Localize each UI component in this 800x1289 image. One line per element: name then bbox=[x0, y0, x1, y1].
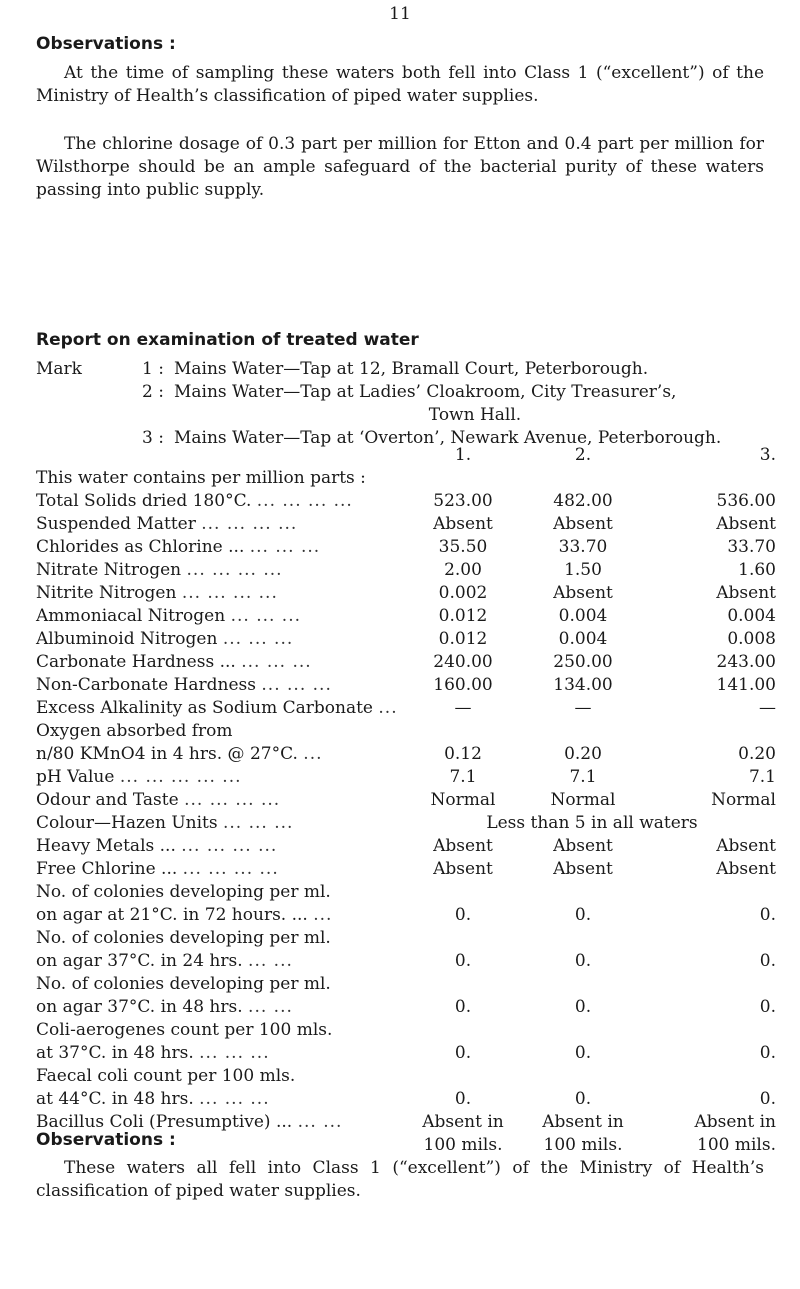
value-cell-3 bbox=[648, 1019, 776, 1042]
mark-text-continued: Town Hall. bbox=[428, 405, 522, 425]
leader-dots: ... ... ... bbox=[223, 813, 294, 833]
value-cell-3: 0. bbox=[759, 951, 776, 971]
value-cell-1 bbox=[408, 720, 518, 743]
column-header-row bbox=[36, 444, 776, 467]
parameter-cell bbox=[36, 559, 408, 582]
value-cell-2: 33.70 bbox=[558, 537, 608, 557]
value-cell-3: Absent bbox=[716, 836, 776, 856]
value-cell-2: 250.00 bbox=[553, 652, 613, 672]
value-cell-1: 0. bbox=[454, 997, 472, 1017]
table-row bbox=[36, 1042, 776, 1065]
parameter-label: No. of colonies developing per ml. bbox=[36, 882, 331, 902]
observations-paragraph-1-text: At the time of sampling these waters both fell into Class 1 (“excellent”) of the Ministry of Health’s classification of piped water supplies. bbox=[36, 63, 764, 106]
value-cell-2: Normal bbox=[550, 790, 616, 810]
table-intro-row bbox=[36, 467, 776, 490]
value-cell-1: 240.00 bbox=[433, 652, 493, 672]
leader-dots: ... bbox=[303, 744, 323, 764]
page-number: 11 bbox=[389, 4, 411, 24]
parameter-label: Albuminoid Nitrogen bbox=[36, 629, 218, 649]
value-cell-span: Less than 5 in all waters bbox=[486, 813, 698, 833]
value-cell-1 bbox=[408, 1065, 518, 1088]
value-cell-3: 0.008 bbox=[727, 629, 776, 649]
value-cell-3 bbox=[648, 881, 776, 904]
observations-paragraph-3 bbox=[36, 1157, 764, 1203]
value-cell-3: 0. bbox=[759, 905, 776, 925]
value-cell-2 bbox=[518, 973, 648, 996]
table-row bbox=[36, 651, 776, 674]
table-row bbox=[36, 881, 776, 904]
value-cell-3: 0.004 bbox=[727, 606, 776, 626]
observations-paragraph-1 bbox=[36, 62, 764, 108]
parameter-label: pH Value bbox=[36, 767, 115, 787]
mark-label bbox=[36, 381, 136, 404]
table-row bbox=[36, 858, 776, 881]
table-intro: This water contains per million parts : bbox=[36, 468, 366, 488]
value-cell-3: 100 mils. bbox=[697, 1135, 776, 1155]
table-row bbox=[36, 743, 776, 766]
parameter-label: No. of colonies developing per ml. bbox=[36, 974, 331, 994]
column-header-3: 3. bbox=[759, 445, 776, 465]
value-cell-1: — bbox=[454, 698, 472, 718]
value-cell-2: 100 mils. bbox=[543, 1135, 623, 1155]
value-cell-2: 1.50 bbox=[564, 560, 602, 580]
parameter-label: Nitrite Nitrogen bbox=[36, 583, 177, 603]
observations-heading: Observations : bbox=[36, 34, 176, 54]
parameter-cell bbox=[36, 743, 408, 766]
leader-dots: ... ... bbox=[248, 997, 293, 1017]
parameter-label: on agar at 21°C. in 72 hours. ... bbox=[36, 905, 308, 925]
parameter-cell bbox=[36, 513, 408, 536]
value-cell-2: Absent bbox=[553, 583, 613, 603]
parameter-label: Faecal coli count per 100 mls. bbox=[36, 1066, 296, 1086]
parameter-label: at 37°C. in 48 hrs. bbox=[36, 1043, 194, 1063]
results-table bbox=[36, 444, 776, 1157]
report-heading: Report on examination of treated water bbox=[36, 330, 419, 350]
parameter-cell bbox=[36, 720, 408, 743]
leader-dots: ... ... ... ... ... bbox=[119, 767, 242, 787]
value-cell-2: 0. bbox=[574, 997, 592, 1017]
parameter-cell bbox=[36, 789, 408, 812]
table-row bbox=[36, 605, 776, 628]
value-cell-1: 100 mils. bbox=[423, 1135, 503, 1155]
leader-dots: ... bbox=[313, 905, 333, 925]
value-cell-1: 160.00 bbox=[433, 675, 493, 695]
parameter-label: Total Solids dried 180°C. bbox=[36, 491, 252, 511]
value-cell-2 bbox=[518, 881, 648, 904]
value-cell-1 bbox=[408, 973, 518, 996]
table-row bbox=[36, 559, 776, 582]
parameter-cell bbox=[36, 628, 408, 651]
leader-dots: ... ... ... bbox=[230, 606, 302, 626]
value-cell-1: Absent in bbox=[422, 1112, 504, 1132]
table-row bbox=[36, 812, 776, 835]
parameter-label: Free Chlorine ... bbox=[36, 859, 178, 879]
sample-marks bbox=[36, 358, 776, 450]
value-cell-1: 2.00 bbox=[444, 560, 482, 580]
table-row bbox=[36, 1088, 776, 1111]
table-row bbox=[36, 697, 776, 720]
leader-dots: ... ... ... ... bbox=[186, 560, 283, 580]
value-cell-3: 243.00 bbox=[716, 652, 776, 672]
parameter-label: Suspended Matter bbox=[36, 514, 196, 534]
value-cell-2: Absent in bbox=[542, 1112, 624, 1132]
parameter-label: at 44°C. in 48 hrs. bbox=[36, 1089, 194, 1109]
value-cell-2 bbox=[518, 720, 648, 743]
value-cell-1: 0.012 bbox=[438, 629, 488, 649]
parameter-cell bbox=[36, 651, 408, 674]
table-row bbox=[36, 789, 776, 812]
value-cell-2 bbox=[518, 1019, 648, 1042]
leader-dots: ... ... ... ... bbox=[256, 491, 353, 511]
value-cell-3: 1.60 bbox=[738, 560, 776, 580]
leader-dots: ... ... ... ... bbox=[201, 514, 298, 534]
parameter-label: Carbonate Hardness ... bbox=[36, 652, 236, 672]
parameter-cell bbox=[36, 536, 408, 559]
value-cell-2: 0. bbox=[574, 905, 592, 925]
value-cell-3 bbox=[648, 1065, 776, 1088]
parameter-label: Coli-aerogenes count per 100 mls. bbox=[36, 1020, 333, 1040]
mark-number: 3 : bbox=[142, 428, 164, 448]
value-cell-3: 0. bbox=[759, 1043, 776, 1063]
value-cell-1: Absent bbox=[433, 836, 493, 856]
table-row bbox=[36, 674, 776, 697]
table-row bbox=[36, 490, 776, 513]
value-cell-2: 0. bbox=[574, 951, 592, 971]
parameter-cell bbox=[36, 1042, 408, 1065]
table-row bbox=[36, 1019, 776, 1042]
leader-dots: ... ... ... ... bbox=[181, 583, 278, 603]
table-row bbox=[36, 628, 776, 651]
parameter-label: on agar 37°C. in 48 hrs. bbox=[36, 997, 243, 1017]
leader-dots: ... ... ... bbox=[261, 675, 332, 695]
parameter-label: Ammoniacal Nitrogen bbox=[36, 606, 226, 626]
table-row bbox=[36, 720, 776, 743]
value-cell-1: 0. bbox=[454, 905, 472, 925]
mark-text: Mains Water—Tap at 12, Bramall Court, Peterborough. bbox=[174, 359, 649, 379]
value-cell-1: 523.00 bbox=[433, 491, 493, 511]
value-cell-3: Absent in bbox=[694, 1112, 776, 1132]
parameter-cell bbox=[36, 766, 408, 789]
table-row bbox=[36, 582, 776, 605]
value-cell-2: 7.1 bbox=[569, 767, 597, 787]
value-cell-1: 0. bbox=[454, 1043, 472, 1063]
table-row bbox=[36, 950, 776, 973]
leader-dots: ... ... ... ... bbox=[184, 790, 281, 810]
parameter-cell bbox=[36, 1019, 408, 1042]
value-cell-1: Absent bbox=[433, 859, 493, 879]
leader-dots: ... ... ... bbox=[199, 1089, 270, 1109]
leader-dots: ... bbox=[378, 698, 398, 718]
observations-heading-2: Observations : bbox=[36, 1130, 176, 1150]
value-cell-2 bbox=[518, 1065, 648, 1088]
value-cell-3: 0.20 bbox=[738, 744, 776, 764]
value-cell-1: Absent bbox=[433, 514, 493, 534]
parameter-cell bbox=[36, 812, 408, 835]
value-cell-3: Absent bbox=[716, 514, 776, 534]
value-cell-3 bbox=[648, 973, 776, 996]
parameter-cell bbox=[36, 1088, 408, 1111]
parameter-label: Nitrate Nitrogen bbox=[36, 560, 182, 580]
value-cell-1: Normal bbox=[430, 790, 496, 810]
parameter-label: Oxygen absorbed from bbox=[36, 721, 233, 741]
parameter-label: Bacillus Coli (Presumptive) ... bbox=[36, 1112, 293, 1132]
value-cell-3: 0. bbox=[759, 1089, 776, 1109]
leader-dots: ... ... bbox=[248, 951, 293, 971]
leader-dots: ... ... ... ... bbox=[182, 859, 279, 879]
parameter-cell bbox=[36, 835, 408, 858]
leader-dots: ... ... ... ... bbox=[181, 836, 278, 856]
column-header-1: 1. bbox=[454, 445, 472, 465]
table-row bbox=[36, 927, 776, 950]
value-cell-3 bbox=[648, 927, 776, 950]
parameter-cell bbox=[36, 881, 408, 904]
parameter-cell bbox=[36, 996, 408, 1019]
value-cell-1: 0.002 bbox=[438, 583, 488, 603]
value-cell-3: 7.1 bbox=[748, 767, 776, 787]
parameter-cell bbox=[36, 605, 408, 628]
value-cell-1 bbox=[408, 881, 518, 904]
value-cell-1: 0.012 bbox=[438, 606, 488, 626]
value-cell-2: — bbox=[574, 698, 592, 718]
parameter-cell bbox=[36, 697, 408, 720]
value-cell-1 bbox=[408, 927, 518, 950]
observations-paragraph-3-text: These waters all fell into Class 1 (“excellent”) of the Ministry of Health’s classification of piped water supplies. bbox=[36, 1158, 764, 1201]
value-cell-3: Normal bbox=[711, 790, 776, 810]
value-cell-1: 0.12 bbox=[444, 744, 482, 764]
parameter-cell bbox=[36, 674, 408, 697]
parameter-label: on agar 37°C. in 24 hrs. bbox=[36, 951, 243, 971]
table-row bbox=[36, 1065, 776, 1088]
value-cell-2: Absent bbox=[553, 514, 613, 534]
mark-text: Mains Water—Tap at ‘Overton’, Newark Avenue, Peterborough. bbox=[174, 428, 722, 448]
table-row bbox=[36, 536, 776, 559]
parameter-cell bbox=[36, 904, 408, 927]
table-row bbox=[36, 513, 776, 536]
table-row bbox=[36, 973, 776, 996]
value-cell-1: 7.1 bbox=[449, 767, 477, 787]
parameter-cell bbox=[36, 973, 408, 996]
parameter-label: Odour and Taste bbox=[36, 790, 179, 810]
value-cell-2: 134.00 bbox=[553, 675, 613, 695]
value-cell-1: 35.50 bbox=[438, 537, 488, 557]
leader-dots: ... ... ... bbox=[222, 629, 294, 649]
parameter-label: n/80 KMnO4 in 4 hrs. @ 27°C. bbox=[36, 744, 298, 764]
parameter-cell bbox=[36, 950, 408, 973]
value-cell-3: Absent bbox=[716, 583, 776, 603]
value-cell-3: Absent bbox=[716, 859, 776, 879]
parameter-cell bbox=[36, 582, 408, 605]
value-cell-3: 536.00 bbox=[716, 491, 776, 511]
observations-paragraph-2 bbox=[36, 133, 764, 202]
value-cell-2: Absent bbox=[553, 859, 613, 879]
parameter-label: Non-Carbonate Hardness bbox=[36, 675, 256, 695]
leader-dots: ... ... ... bbox=[199, 1043, 270, 1063]
mark-row-1 bbox=[36, 358, 776, 381]
value-cell-1 bbox=[408, 1019, 518, 1042]
value-cell-2: 0. bbox=[574, 1043, 592, 1063]
value-cell-2: 0.004 bbox=[558, 606, 608, 626]
leader-dots: ... ... ... bbox=[241, 652, 312, 672]
observations-paragraph-2-text: The chlorine dosage of 0.3 part per million for Etton and 0.4 part per million for Wilsthorpe should be an ample safeguard of the bacterial purity of these waters passing into public supply. bbox=[36, 134, 764, 200]
leader-dots: ... ... ... bbox=[249, 537, 321, 557]
mark-row-2 bbox=[36, 381, 776, 404]
table-row bbox=[36, 904, 776, 927]
table-row bbox=[36, 835, 776, 858]
parameter-label: No. of colonies developing per ml. bbox=[36, 928, 331, 948]
value-cell-3: 33.70 bbox=[727, 537, 776, 557]
value-cell-2: 0.20 bbox=[564, 744, 602, 764]
value-cell-2: Absent bbox=[553, 836, 613, 856]
parameter-cell bbox=[36, 927, 408, 950]
column-header-2: 2. bbox=[574, 445, 592, 465]
mark-number: 1 : bbox=[142, 359, 164, 379]
parameter-cell bbox=[36, 1065, 408, 1088]
mark-label: Mark bbox=[36, 359, 82, 379]
value-cell-2: 482.00 bbox=[553, 491, 613, 511]
parameter-cell bbox=[36, 858, 408, 881]
parameter-cell bbox=[36, 490, 408, 513]
value-cell-3: — bbox=[759, 698, 776, 718]
table-row bbox=[36, 766, 776, 789]
value-cell-3 bbox=[648, 720, 776, 743]
mark-row-2-continued bbox=[36, 404, 776, 427]
mark-number: 2 : bbox=[142, 382, 164, 402]
parameter-label: Colour—Hazen Units bbox=[36, 813, 218, 833]
value-cell-1: 0. bbox=[454, 951, 472, 971]
value-cell-2: 0. bbox=[574, 1089, 592, 1109]
parameter-label: Chlorides as Chlorine ... bbox=[36, 537, 245, 557]
mark-text: Mains Water—Tap at Ladies’ Cloakroom, City Treasurer’s, bbox=[174, 382, 677, 402]
parameter-label: Excess Alkalinity as Sodium Carbonate bbox=[36, 698, 373, 718]
value-cell-3: 141.00 bbox=[716, 675, 776, 695]
value-cell-2 bbox=[518, 927, 648, 950]
parameter-label: Heavy Metals ... bbox=[36, 836, 176, 856]
table-row bbox=[36, 996, 776, 1019]
value-cell-2: 0.004 bbox=[558, 629, 608, 649]
value-cell-1: 0. bbox=[454, 1089, 472, 1109]
leader-dots: ... ... bbox=[297, 1112, 343, 1132]
value-cell-3: 0. bbox=[759, 997, 776, 1017]
